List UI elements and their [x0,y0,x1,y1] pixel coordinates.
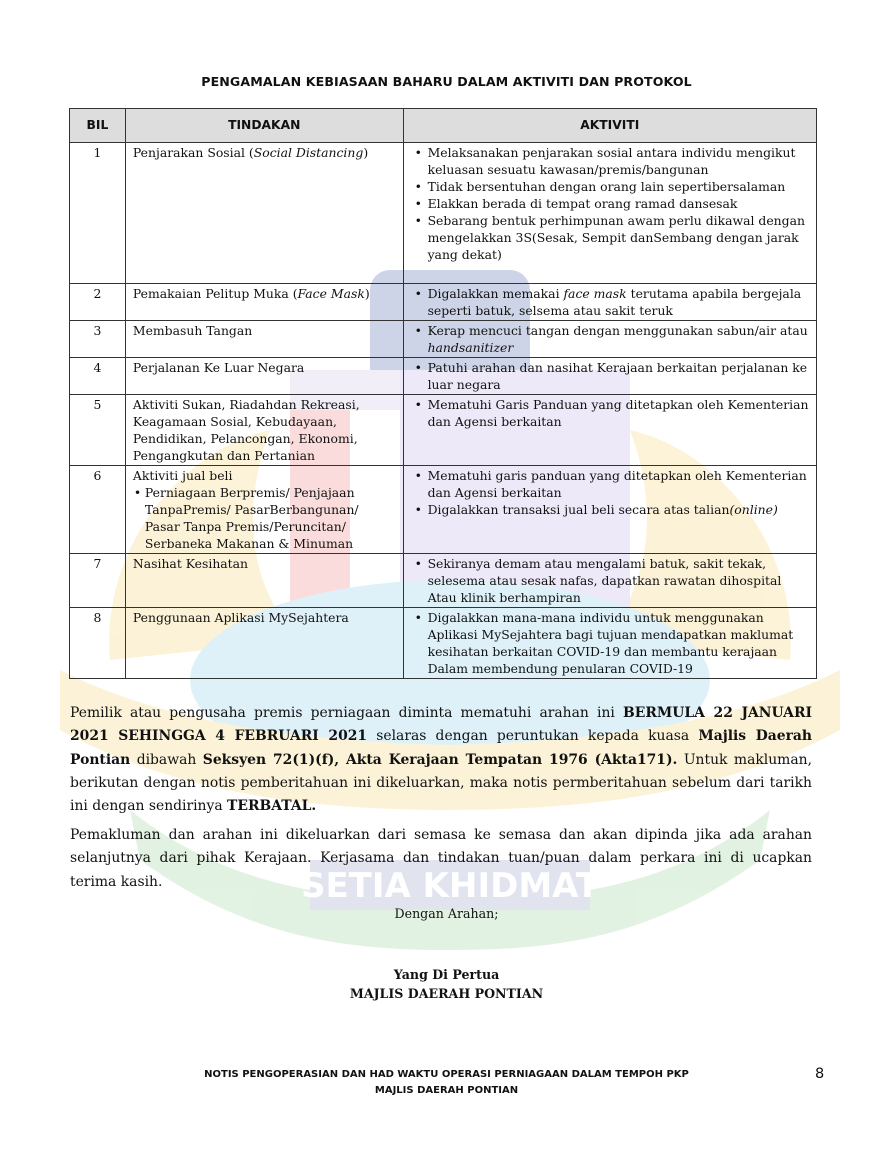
row-aktiviti [403,608,816,679]
list-item: • Elakkan berada di tempat orang ramad dansesak [428,195,810,212]
list-item: • Mematuhi garis panduan yang ditetapkan oleh Kementerian dan Agensi berkaitan [428,467,810,501]
tindakan-italic: Social Distancing [253,145,364,160]
table-header-row [70,109,817,143]
notice-paragraph [70,702,812,818]
row-tindakan [125,284,403,321]
row-number: 3 [70,321,126,358]
tindakan-text: Aktiviti jual beli [132,468,233,483]
row-aktiviti [403,143,816,284]
list-item: • Digalakkan mana-mana individu untuk menggunakan Aplikasi MySejahtera bagi tujuan mendapatkan maklumat kesihatan berkaitan COVID-19 dan membantu kerajaan Dalam membendung penularan COVID-19 [428,609,810,677]
item-text: Digalakkan memakai [427,286,564,301]
signature-role: Yang Di Pertua [393,967,500,982]
list-item: • Patuhi arahan dan nasihat Kerajaan berkaitan perjalanan ke luar negara [428,359,810,393]
item-italic: face mask [563,286,627,301]
header-aktiviti: AKTIVITI [403,109,816,143]
table-row [70,466,817,554]
paragraph-text: dibawah [130,751,203,768]
row-number: 5 [70,395,126,466]
row-number: 2 [70,284,126,321]
row-number: 8 [70,608,126,679]
row-aktiviti [403,284,816,321]
row-aktiviti [403,466,816,554]
paragraph-text: selaras dengan peruntukan kepada kuasa [367,728,699,745]
item-italic: handsanitizer [427,340,514,355]
effective-dates: BERMULA 22 JANUARI 2021 SEHINGGA 4 FEBRUARI 2021 [70,705,812,745]
signature-closing: Dengan Arahan; [394,906,499,921]
row-tindakan: Membasuh Tangan [125,321,403,358]
row-tindakan [125,466,403,554]
tindakan-italic: Face Mask [297,286,365,301]
table-row [70,554,817,608]
row-number: 1 [70,143,126,284]
cancelled-notice: TERBATAL. [227,798,317,815]
page-title: PENGAMALAN KEBIASAAN BAHARU DALAM AKTIVITI DAN PROTOKOL [201,74,692,89]
item-text-end: terutama apabila bergejala seperti batuk, selsema atau sakit teruk [427,286,802,318]
row-tindakan [125,143,403,284]
tindakan-text-end: ) [364,286,370,301]
row-number: 7 [70,554,126,608]
paragraph-text: Pemilik atau pengusaha premis perniagaan diminta mematuhi arahan ini [70,705,624,721]
list-item: • Mematuhi Garis Panduan yang ditetapkan oleh Kementerian dan Agensi berkaitan [428,396,810,430]
row-tindakan: Penggunaan Aplikasi MySejahtera [125,608,403,679]
header-bil: BIL [70,109,126,143]
footer-line-2: MAJLIS DAERAH PONTIAN [374,1085,519,1096]
authority-name: Majlis Daerah Pontian [70,728,813,768]
table-row [70,395,817,466]
tindakan-text: Pemakaian Pelitup Muka ( [132,286,298,301]
tindakan-text-end: ) [363,145,369,160]
list-item: • Tidak bersentuhan dengan orang lain sepertibersalaman [428,178,810,195]
list-item [428,322,810,356]
row-tindakan: Aktiviti Sukan, Riadahdan Rekreasi, Keagamaan Sosial, Kebudayaan, Pendidikan, Pelancongan, Ekonomi, Pengangkutan dan Pertanian [125,395,403,466]
table-row [70,608,817,679]
watermark-banner-text: SETIA KHIDMAT [300,866,600,906]
row-aktiviti [403,321,816,358]
item-italic: (online) [729,502,778,517]
page-number: 8 [815,1066,825,1082]
tindakan-sub-item: • Perniagaan Berpremis/ Penjajaan TanpaPremis/ PasarBerbangunan/ Pasar Tanpa Premis/Peruncitan/ Serbaneka Makanan & Minuman [145,484,397,552]
footer-line-1: NOTIS PENGOPERASIAN DAN HAD WAKTU OPERASI PERNIAGAAN DALAM TEMPOH PKP [204,1069,689,1080]
item-text: Kerap mencuci tangan dengan menggunakan sabun/air atau [427,323,808,338]
table-row [70,143,817,284]
header-tindakan: TINDAKAN [125,109,403,143]
list-item: • Sebarang bentuk perhimpunan awam perlu dikawal dengan mengelakkan 3S(Sesak, Sempit danSembang dengan jarak yang dekat) [428,212,810,263]
list-item [428,285,810,319]
table-row [70,321,817,358]
list-item: • Melaksanakan penjarakan sosial antara individu mengikut keluasan sesuatu kawasan/premis/bangunan [428,144,810,178]
row-tindakan: Perjalanan Ke Luar Negara [125,358,403,395]
item-text: Digalakkan transaksi jual beli secara atas talian [427,502,730,517]
closing-paragraph: Pemakluman dan arahan ini dikeluarkan dari semasa ke semasa dan akan dipinda jika ada arahan selanjutnya dari pihak Kerajaan. Kerjasama dan tindakan tuan/puan dalam perkara ini di ucapkan terima kasih. [70,827,812,890]
legal-reference: Seksyen 72(1)(f), Akta Kerajaan Tempatan 1976 (Akta171). [202,751,678,768]
signature-org: MAJLIS DAERAH PONTIAN [349,986,544,1001]
row-aktiviti [403,554,816,608]
row-aktiviti [403,358,816,395]
table-row [70,358,817,395]
list-item: • Sekiranya demam atau mengalami batuk, sakit tekak, selesema atau sesak nafas, dapatkan rawatan dihospital Atau klinik berhampiran [428,555,810,606]
row-number: 4 [70,358,126,395]
row-tindakan: Nasihat Kesihatan [125,554,403,608]
list-item [428,501,810,518]
row-number: 6 [70,466,126,554]
row-aktiviti [403,395,816,466]
protocol-table [69,108,817,679]
paragraph-text: Untuk makluman, berikutan dengan notis pemberitahuan ini dikeluarkan, maka notis permberitahuan sebelum dari tarikh ini dengan sendirinya [70,751,812,815]
tindakan-text: Penjarakan Sosial ( [132,145,254,160]
table-row [70,284,817,321]
